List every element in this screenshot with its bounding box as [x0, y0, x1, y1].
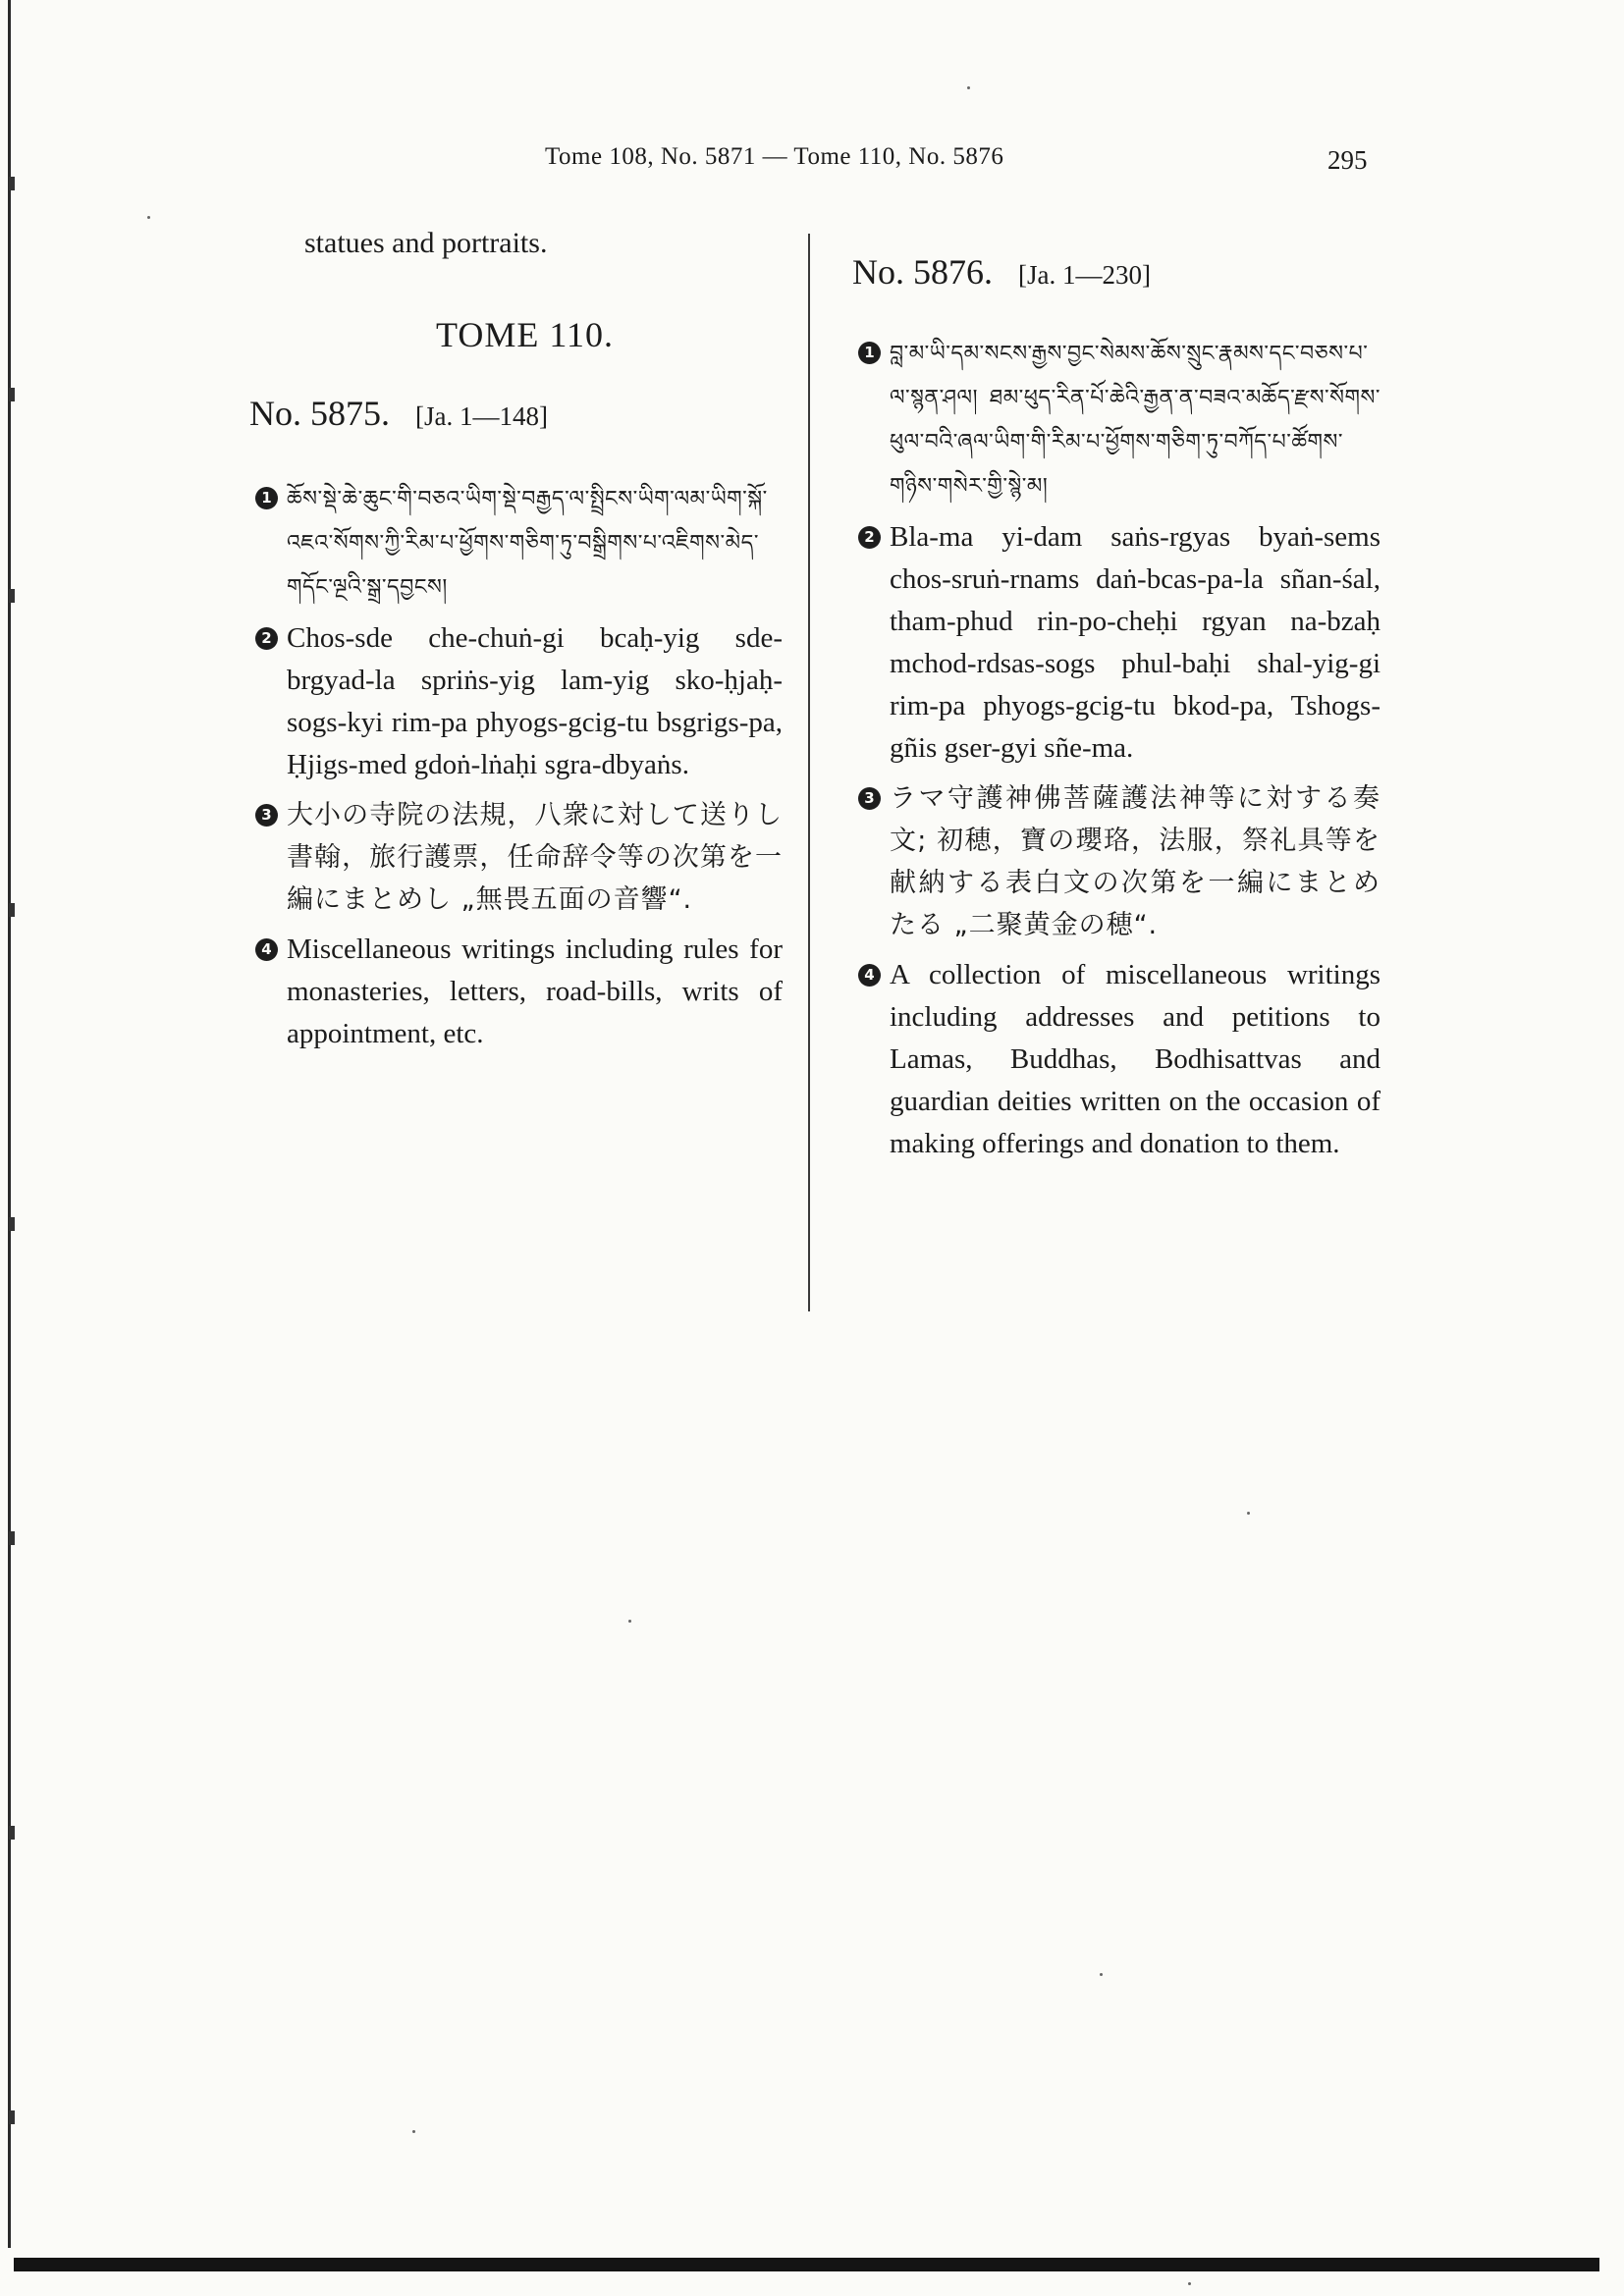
item-text: A collection of miscellaneous writings including addresses and petitions to Lamas, Buddhas, Bodhisattvas and guardian deities written on the occasion of making offerings and donation to them.: [890, 959, 1380, 1159]
entry-item-tibetan: [850, 332, 1380, 508]
entry-number: No. 5875.: [249, 394, 390, 433]
continuation-text: statues and portraits.: [304, 227, 548, 259]
entry-heading: [852, 251, 1380, 293]
scan-speck: [147, 216, 150, 219]
scan-speck: [412, 2130, 415, 2133]
scan-speck: [967, 86, 970, 89]
scan-speck: [1188, 2282, 1191, 2285]
item-text: 大小の寺院の法規，八衆に対して送りし書翰，旅行護票，任命辞令等の次第を一編にまとめし „無畏五面の音響“.: [287, 800, 783, 915]
item-marker: 1: [858, 342, 881, 364]
item-marker: 3: [858, 787, 881, 810]
scan-speck: [628, 1620, 631, 1623]
page-left-edge: [8, 0, 17, 2248]
item-marker: 2: [858, 526, 881, 549]
column-divider: [808, 234, 810, 1311]
scan-speck: [1247, 1512, 1250, 1515]
entry-reference: [Ja. 1—230]: [1018, 260, 1151, 290]
right-column: [850, 251, 1380, 1173]
entry-heading: [249, 393, 783, 434]
scan-speck: [1100, 1973, 1103, 1976]
item-text: ཆོས་སྡེ་ཆེ་ཆུང་གི་བཅའ་ཡིག་སྡེ་བརྒྱད་ལ་སྤྲིངས་ཡིག་ལམ་ཡིག་སྐོ་འཇའ་སོགས་ཀྱི་རིམ་པ་ཕྱོགས་གཅིག་ཏུ་བསྒྲིགས་པ་འཇིགས་མེད་གདོང་ལྔའི་སྒྲ་དབྱངས།: [287, 487, 768, 600]
item-text: ラマ守護神佛菩薩護法神等に対する奏文; 初穂，寶の瓔珞，法服，祭礼具等を献納する表白文の次第を一編にまとめたる „二聚黄金の穂“.: [890, 783, 1380, 940]
running-head: Tome 108, No. 5871 — Tome 110, No. 5876: [545, 143, 1004, 170]
entry-item-romanized: [850, 516, 1380, 770]
entry-item-japanese: [850, 777, 1380, 946]
left-column: [247, 224, 783, 1063]
item-text: བླ་མ་ཡི་དམ་སངས་རྒྱས་བྱང་སེམས་ཆོས་སྲུང་རྣམས་དང་བཅས་པ་ལ་སྙན་ཤལ། ཐམ་ཕུད་རིན་པོ་ཆེའི་རྒྱན་ན་བཟའ་མཆོད་རྫས་སོགས་ཕུལ་བའི་ཞལ་ཡིག་གི་རིམ་པ་ཕྱོགས་གཅིག་ཏུ་བཀོད་པ་ཚོགས་གཉིས་གསེར་གྱི་སྙེ་མ།: [890, 342, 1380, 499]
entry-item-japanese: [247, 794, 783, 921]
item-text: Miscellaneous writings including rules for monasteries, letters, road-bills, writs of appointment, etc.: [287, 934, 783, 1049]
item-text: Chos-sde che-chuṅ-gi bcaḥ-yig sde-brgyad-la spriṅs-yig lam-yig sko-ḥjaḥ-sogs-kyi rim-pa phyogs-gcig-tu bsgrigs-pa, Ḥjigs-med gdoṅ-lṅaḥi sgra-dbyaṅs.: [287, 622, 783, 780]
entry-reference: [Ja. 1—148]: [415, 401, 548, 431]
item-marker: 2: [255, 627, 278, 650]
entry-item-tibetan: [247, 477, 783, 610]
entry-number: No. 5876.: [852, 252, 993, 292]
entry-item-english: [247, 929, 783, 1055]
item-marker: 4: [858, 964, 881, 987]
item-marker: 3: [255, 804, 278, 827]
item-text: Bla-ma yi-dam saṅs-rgyas byaṅ-sems chos-sruṅ-rnams daṅ-bcas-pa-la sñan-śal, tham-phud rin-po-cheḥi rgyan na-bzaḥ mchod-rdsas-sogs phul-baḥi shal-yig-gi rim-pa phyogs-gcig-tu bkod-pa, Tshogs-gñis gser-gyi sñe-ma.: [890, 521, 1380, 764]
page-number: 295: [1327, 145, 1368, 175]
tome-heading: TOME 110.: [435, 315, 614, 354]
entry-item-english: [850, 954, 1380, 1165]
bottom-rule: [14, 2258, 1599, 2271]
item-marker: 1: [255, 487, 278, 509]
entry-item-romanized: [247, 617, 783, 786]
item-marker: 4: [255, 938, 278, 961]
